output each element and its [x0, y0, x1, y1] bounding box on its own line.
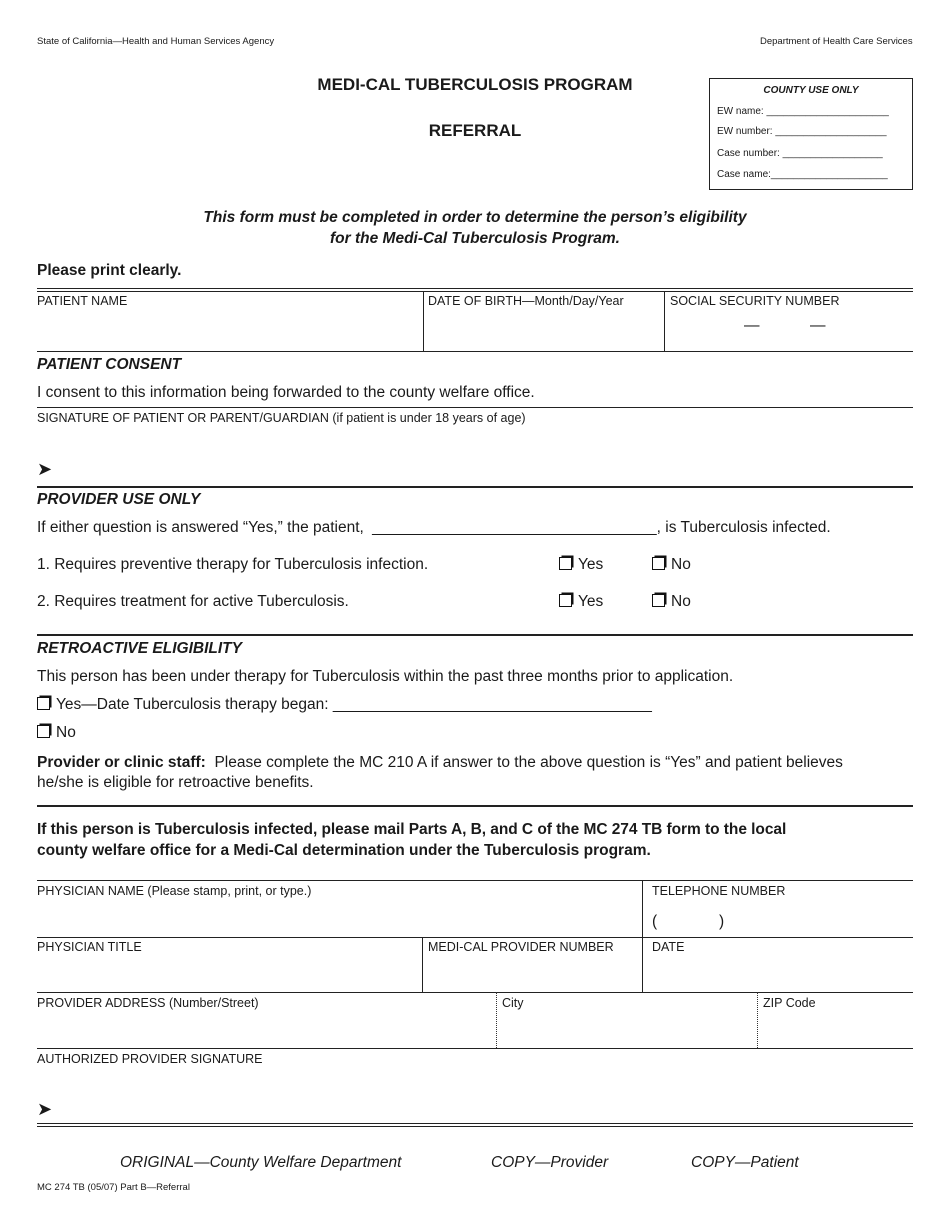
date-label: DATE	[652, 940, 685, 954]
staff-line-2: he/she is eligible for retroactive benefits.	[37, 774, 314, 791]
retro-no-label: No	[56, 724, 76, 741]
question-2-no[interactable]	[652, 593, 691, 611]
retro-statement: This person has been under therapy for Tuberculosis within the past three months prior to application.	[37, 668, 734, 685]
provider-statement	[37, 519, 831, 537]
provider-signature-field[interactable]	[60, 1070, 910, 1122]
staff-label: Provider or clinic staff:	[37, 754, 206, 771]
print-clearly-note: Please print clearly.	[37, 262, 182, 279]
ssn-separator: —	[744, 317, 760, 334]
divider	[37, 486, 913, 488]
physician-title-label: PHYSICIAN TITLE	[37, 940, 142, 954]
checkbox-icon[interactable]	[652, 557, 665, 570]
checkbox-icon[interactable]	[652, 594, 665, 607]
city-input[interactable]	[502, 1012, 752, 1046]
patient-signature-label: SIGNATURE OF PATIENT OR PARENT/GUARDIAN (if patient is under 18 years of age)	[37, 411, 526, 425]
intro-line-1: This form must be completed in order to determine the person’s eligibility	[203, 209, 747, 226]
signature-arrow-icon: ➤	[37, 1099, 53, 1119]
patient-signature-field[interactable]	[60, 430, 910, 484]
footer-copy-patient: COPY—Patient	[691, 1154, 799, 1171]
telephone-label: TELEPHONE NUMBER	[652, 884, 786, 898]
divider	[423, 291, 424, 351]
staff-line-1: Please complete the MC 210 A if answer to the above question is “Yes” and patient believes	[214, 754, 843, 771]
county-use-box	[709, 78, 913, 190]
physician-name-input[interactable]	[37, 900, 637, 936]
retro-no-option[interactable]	[37, 724, 76, 742]
footer-original: ORIGINAL—County Welfare Department	[120, 1154, 402, 1171]
provider-statement-pre: If either question is answered “Yes,” the patient,	[37, 519, 364, 536]
dob-label: DATE OF BIRTH—Month/Day/Year	[428, 294, 624, 308]
phone-paren-close: )	[719, 913, 725, 930]
mail-notice-line-1: If this person is Tuberculosis infected, please mail Parts A, B, and C of the MC 274 TB form to the local	[37, 821, 787, 838]
case-number-field[interactable]: Case number: __________________	[717, 148, 883, 159]
city-label: City	[502, 996, 524, 1010]
county-box-title: COUNTY USE ONLY	[763, 85, 859, 96]
ssn-label: SOCIAL SECURITY NUMBER	[670, 294, 840, 308]
divider	[664, 291, 665, 351]
case-name-field[interactable]: Case name:_____________________	[717, 169, 888, 180]
ew-name-field[interactable]: EW name: ______________________	[717, 106, 889, 117]
provider-heading: PROVIDER USE ONLY	[37, 491, 201, 508]
physician-name-label: PHYSICIAN NAME (Please stamp, print, or type.)	[37, 884, 312, 898]
signature-arrow-icon: ➤	[37, 459, 53, 479]
no-label: No	[671, 593, 691, 610]
ssn-separator: —	[810, 317, 826, 334]
mail-notice-line-2: county welfare office for a Medi-Cal determination under the Tuberculosis program.	[37, 842, 651, 859]
divider	[37, 937, 913, 938]
page-title: MEDI-CAL TUBERCULOSIS PROGRAM	[317, 75, 633, 94]
divider	[37, 1123, 913, 1124]
divider	[37, 288, 913, 289]
form-id: MC 274 TB (05/07) Part B—Referral	[37, 1182, 190, 1193]
divider	[496, 992, 497, 1048]
zip-input[interactable]	[763, 1012, 910, 1046]
question-2-yes[interactable]	[559, 593, 603, 611]
ew-number-field[interactable]: EW number: ____________________	[717, 126, 887, 137]
divider	[37, 1048, 913, 1049]
staff-instructions	[37, 753, 913, 793]
divider	[37, 407, 913, 408]
question-1: 1. Requires preventive therapy for Tuberculosis infection.	[37, 556, 429, 573]
provider-signature-label: AUTHORIZED PROVIDER SIGNATURE	[37, 1052, 263, 1066]
checkbox-icon[interactable]	[37, 725, 50, 738]
provider-statement-post: , is Tuberculosis infected.	[656, 519, 831, 536]
phone-paren-open: (	[652, 913, 658, 930]
ssn-input[interactable]	[670, 310, 910, 350]
telephone-input[interactable]	[652, 900, 910, 936]
yes-label: Yes	[578, 556, 604, 573]
consent-heading: PATIENT CONSENT	[37, 356, 182, 373]
agency-right: Department of Health Care Services	[760, 36, 913, 47]
consent-statement: I consent to this information being forwarded to the county welfare office.	[37, 384, 535, 401]
date-input[interactable]	[652, 956, 910, 990]
checkbox-icon[interactable]	[559, 557, 572, 570]
divider	[37, 805, 913, 807]
divider	[642, 880, 643, 992]
divider	[37, 351, 913, 352]
retro-yes-label: Yes—Date Tuberculosis therapy began: _____________________________________	[56, 696, 652, 713]
question-1-no[interactable]	[652, 556, 691, 574]
question-1-yes[interactable]	[559, 556, 603, 574]
patient-name-label: PATIENT NAME	[37, 294, 128, 308]
patient-name-input[interactable]	[37, 310, 421, 350]
retro-heading: RETROACTIVE ELIGIBILITY	[37, 640, 242, 657]
provider-number-input[interactable]	[428, 956, 638, 990]
page-subtitle: REFERRAL	[428, 121, 522, 140]
intro-line-2: for the Medi-Cal Tuberculosis Program.	[330, 230, 620, 247]
patient-name-blank[interactable]: _________________________________	[372, 519, 657, 536]
no-label: No	[671, 556, 691, 573]
divider	[37, 634, 913, 636]
agency-left: State of California—Health and Human Services Agency	[37, 36, 275, 47]
address-input[interactable]	[37, 1012, 491, 1046]
footer-copy-provider: COPY—Provider	[491, 1154, 609, 1171]
checkbox-icon[interactable]	[37, 697, 50, 710]
address-label: PROVIDER ADDRESS (Number/Street)	[37, 996, 259, 1010]
zip-label: ZIP Code	[763, 996, 816, 1010]
checkbox-icon[interactable]	[559, 594, 572, 607]
divider	[422, 937, 423, 992]
yes-label: Yes	[578, 593, 604, 610]
divider	[37, 291, 913, 292]
provider-number-label: MEDI-CAL PROVIDER NUMBER	[428, 940, 614, 954]
divider	[37, 992, 913, 993]
retro-yes-option[interactable]	[37, 696, 652, 714]
question-2: 2. Requires treatment for active Tuberculosis.	[37, 593, 349, 610]
divider	[37, 880, 913, 881]
divider	[37, 1126, 913, 1127]
dob-input[interactable]	[428, 310, 662, 350]
divider	[757, 992, 758, 1048]
physician-title-input[interactable]	[37, 956, 417, 990]
